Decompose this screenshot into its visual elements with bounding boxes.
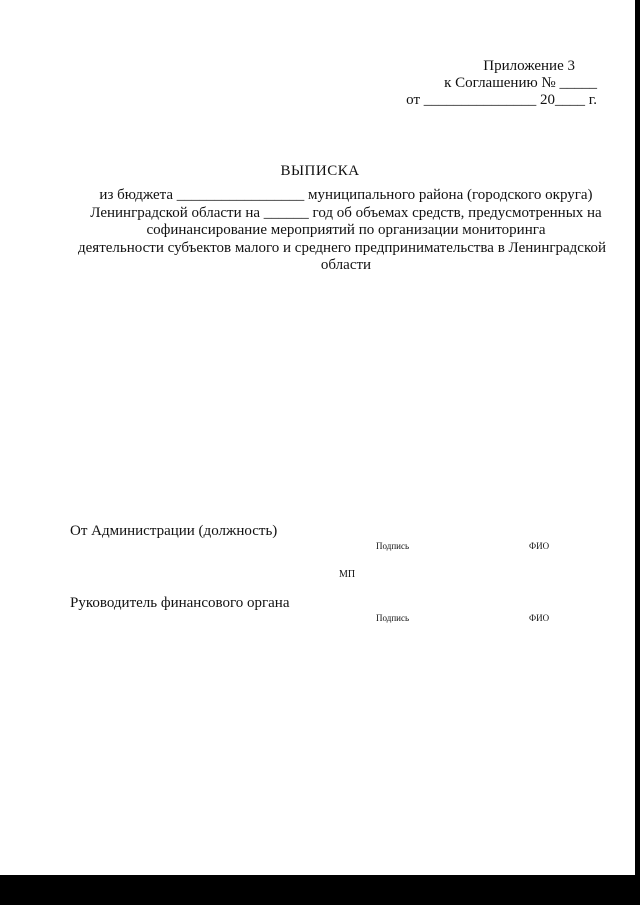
admin-signatory-label: От Администрации (должность) [70,523,278,539]
body-line-1: из бюджета _________________ муниципального района (городского округа) [99,187,593,203]
scan-bottom-band [0,875,640,905]
agreement-reference: к Соглашению № _____ [444,75,597,91]
body-line-5: области [320,257,372,273]
appendix-block [400,58,597,109]
body-line-4: деятельности субъектов малого и среднего предпринимательства в Ленинградской [78,239,606,256]
admin-signature-caption: Подпись [376,541,410,551]
stamp-place-label: МП [339,569,356,580]
agreement-date: от _______________ 20____ г. [406,92,597,108]
document-title: ВЫПИСКА [280,163,360,179]
finance-signatory-label: Руководитель финансового органа [70,595,290,611]
body-line-2: Ленинградской области на ______ год об объемах средств, предусмотренных на [90,204,602,221]
finance-signature-caption: Подпись [376,613,410,623]
document-body [70,187,622,275]
admin-name-caption: ФИО [529,541,550,551]
appendix-number: Приложение 3 [483,58,575,74]
scan-right-edge [635,0,640,905]
body-line-3: софинансирование мероприятий по организации мониторинга [146,222,546,238]
finance-name-caption: ФИО [529,613,550,623]
